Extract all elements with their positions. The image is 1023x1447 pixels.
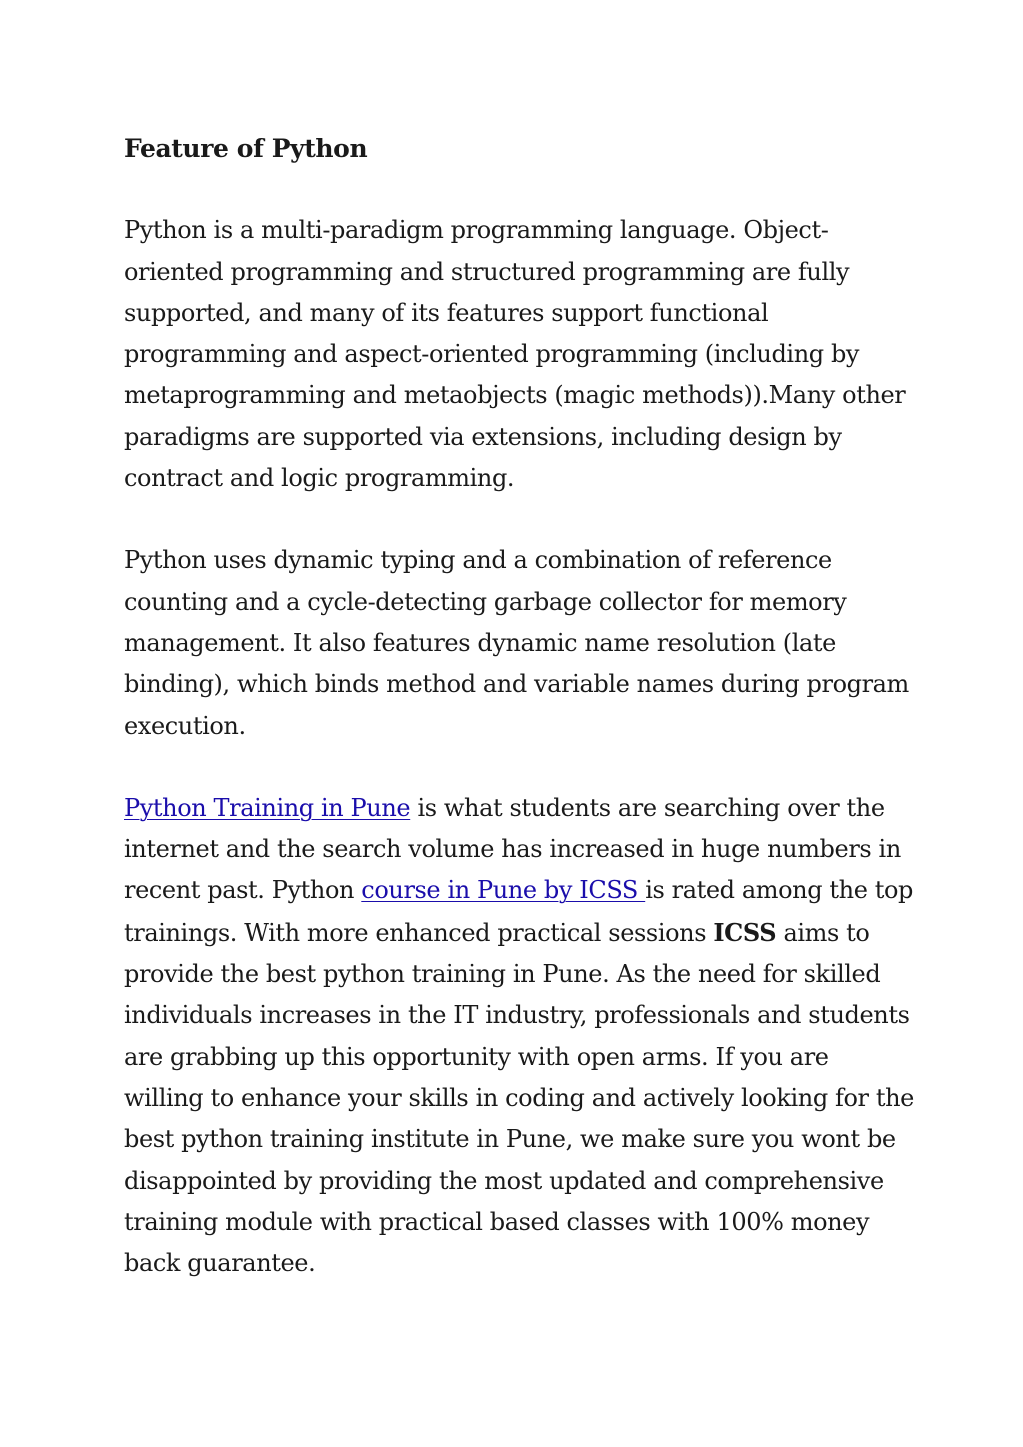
paragraph-paradigms: Python is a multi-paradigm programming language. Object-oriented programming and structured programming are fully supported, and many of its features support functional programming and aspect-oriented programming (including by metaprogramming and metaobjects (magic methods)).Many other paradigms are supported via extensions, including design by contract and logic programming.	[124, 216, 906, 493]
course-link[interactable]: course in Pune by ICSS	[361, 876, 646, 905]
paragraph-text-segment: is what students are searching over the internet and the search volume has increased in huge numbers in recent past. Python	[124, 793, 901, 905]
paragraph-training	[124, 788, 914, 1285]
paragraph-typing: Python uses dynamic typing and a combination of reference counting and a cycle-detecting garbage collector for memory management. It also features dynamic name resolution (late binding), which binds method and variable names during program execution.	[124, 546, 909, 740]
paragraph-text-segment: is rated among the top trainings. With more enhanced practical sessions	[124, 876, 914, 947]
document-body	[124, 128, 914, 1284]
section-heading: Feature of Python	[124, 134, 368, 163]
python-training-link[interactable]: Python Training in Pune	[124, 793, 411, 822]
paragraph-text-segment: aims to provide the best python training in Pune. As the need for skilled individuals increases in the IT industry, professionals and students are grabbing up this opportunity with open arms. If you are willing to enhance your skills in coding and actively looking for the best python training institute in Pune, we make sure you wont be disappointed by providing the most updated and comprehensive training module with practical based classes with 100% money back guarantee.	[124, 918, 914, 1278]
icss-bold-text: ICSS	[713, 917, 777, 947]
